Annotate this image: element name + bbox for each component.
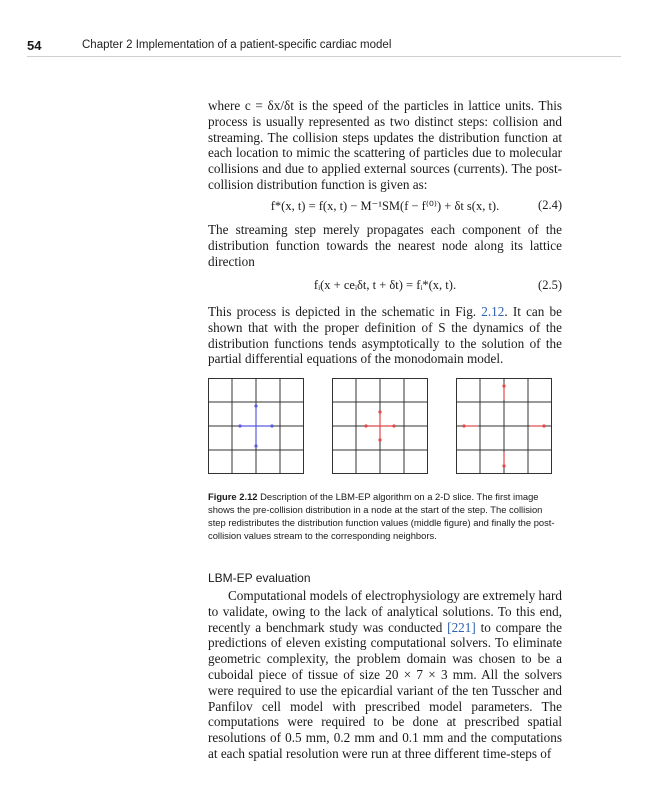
equation-2-5-expression: fᵢ(x + ceᵢδt, t + δt) = fᵢ*(x, t). bbox=[313, 278, 457, 292]
figure-2-12 bbox=[208, 378, 562, 478]
paragraph-4-text-b: to compare the predictions of eleven existing computational solvers. To eliminate geometric complexity, the problem domain was chosen to be a cuboidal piece of tissue of size 20 × 7 × 3 mm. All the solvers were required to use the epicardial variant of the ten Tusscher and Panfilov cell model with prescribed model parameters. The computations were required to be done at prescribed spatial resolutions of 0.5 mm, 0.2 mm and 0.1 mm and the computations at each spatial resolution were run at three different time-steps of bbox=[208, 619, 563, 761]
paragraph-1-block bbox=[208, 98, 562, 193]
figure-caption bbox=[208, 490, 562, 542]
page-header bbox=[27, 38, 621, 57]
paragraph-1: where c = δx/δt is the speed of the particles in lattice units. This process is usually represented as two distinct steps: collision and streaming. The collision steps updates the distribution function at each location to mimic the scattering of particles due to molecular collisions and due to applied external sources (currents). The post-collision distribution function is given as: bbox=[208, 98, 562, 192]
paragraph-2: The streaming step merely propagates each component of the distribution function towards the nearest node along its lattice direction bbox=[208, 222, 562, 269]
figure-label: Figure 2.12 bbox=[208, 491, 258, 502]
collision-grid bbox=[332, 378, 428, 474]
paragraph-3 bbox=[208, 304, 562, 367]
equation-2-5 bbox=[208, 278, 562, 296]
paragraph-3-text-a: This process is depicted in the schematic in Fig. bbox=[208, 304, 482, 319]
running-head: Chapter 2 Implementation of a patient-specific cardiac model bbox=[82, 39, 392, 51]
pre-collision-grid bbox=[208, 378, 304, 474]
citation-link[interactable]: [221] bbox=[447, 619, 476, 635]
paragraph-4-block bbox=[208, 588, 562, 762]
section-title: LBM-EP evaluation bbox=[208, 571, 311, 585]
paragraph-4 bbox=[208, 588, 562, 762]
paragraph-3-block bbox=[208, 304, 562, 367]
figure-reference-link[interactable]: 2.12 bbox=[481, 304, 505, 319]
equation-2-4 bbox=[208, 198, 562, 216]
collision-vectors bbox=[366, 412, 394, 440]
page-number: 54 bbox=[27, 38, 42, 53]
caption-text: Description of the LBM-EP algorithm on a 2-D slice. The first image shows the pre-collision distribution in a node at the start of the step. The collision step redistributes the distribution function values (middle figure) and finally the post-collision values stream to the corresponding neighbors. bbox=[208, 491, 555, 541]
post-collision-grid bbox=[456, 378, 552, 474]
equation-2-4-expression: f*(x, t) = f(x, t) − M⁻¹SM(f − f⁽⁰⁾) + δt s(x, t). bbox=[270, 199, 500, 213]
equation-2-4-number: (2.4) bbox=[538, 198, 562, 212]
paragraph-4-text-a: Computational models of electrophysiology are extremely hard to validate, owing to the lack of analytical solutions. To this end, recently a benchmark study was conducted bbox=[208, 588, 562, 635]
paragraph-2-block bbox=[208, 222, 562, 269]
pre-collision-vectors bbox=[240, 406, 272, 446]
equation-2-5-number: (2.5) bbox=[538, 278, 562, 292]
paragraph-3-text-b: . It can be shown that with the proper definition of S the dynamics of the distribution functions tends asymptotically to the solution of the partial differential equations of the monodomain model. bbox=[208, 304, 562, 367]
